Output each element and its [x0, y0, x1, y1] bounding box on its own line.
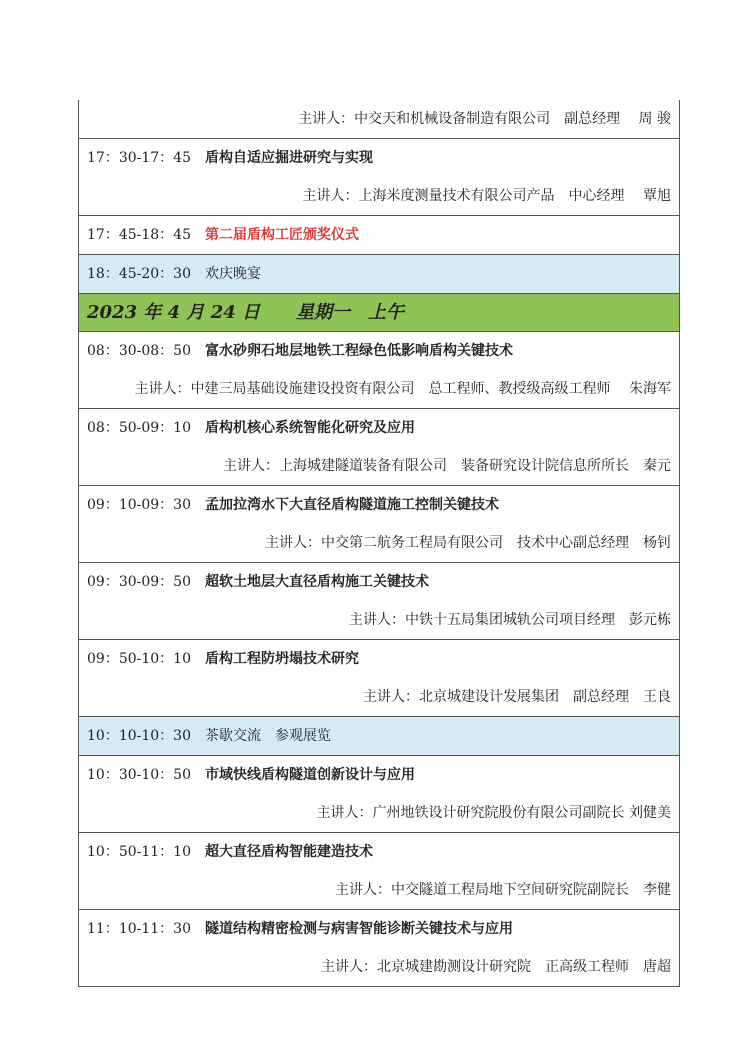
session-title: 盾构工程防坍塌技术研究: [205, 651, 359, 667]
session-title: 盾构自适应掘进研究与实现: [205, 150, 373, 166]
session-line: [79, 640, 679, 678]
session-time: 10：30-10：50: [87, 767, 191, 783]
session-time: 08：30-08：50: [87, 343, 191, 359]
session-title: 超大直径盾构智能建造技术: [205, 844, 373, 860]
agenda-row: [79, 408, 679, 485]
session-time: 08：50-09：10: [87, 420, 191, 436]
session-time: 09：10-09：30: [87, 497, 191, 513]
speaker-line: 主讲人：上海城建隧道装备有限公司 装备研究设计院信息所所长 秦元: [223, 458, 671, 474]
session-title: 隧道结构精密检测与病害智能诊断关键技术与应用: [205, 921, 513, 937]
speaker-line: 主讲人：中交第二航务工程局有限公司 技术中心副总经理 杨钊: [265, 535, 671, 551]
session-time: 11：10-11：30: [87, 921, 191, 937]
session-title: 孟加拉湾水下大直径盾构隧道施工控制关键技术: [205, 497, 499, 513]
speaker-line: 主讲人：中交天和机械设备制造有限公司 副总经理 周 骏: [298, 111, 671, 127]
agenda-row: [79, 562, 679, 639]
session-title: 茶歇交流 参观展览: [205, 728, 331, 744]
session-time: 09：30-09：50: [87, 574, 191, 590]
agenda-row: [79, 138, 679, 215]
session-line: [79, 139, 679, 177]
session-title: 欢庆晚宴: [205, 266, 261, 282]
session-time: 10：10-10：30: [87, 728, 191, 744]
agenda-row: [79, 639, 679, 716]
session-line: [79, 486, 679, 524]
session-line: [79, 216, 679, 254]
session-time: 17：45-18：45: [87, 227, 191, 243]
session-time: 10：50-11：10: [87, 844, 191, 860]
session-title: 超软土地层大直径盾构施工关键技术: [205, 574, 429, 590]
session-title: 富水砂卵石地层地铁工程绿色低影响盾构关键技术: [205, 343, 513, 359]
speaker-line: 主讲人：广州地铁设计研究院股份有限公司副院长 刘健美: [316, 805, 671, 821]
session-time: 17：30-17：45: [87, 150, 191, 166]
agenda-row-break: [79, 716, 679, 755]
agenda-row: [79, 100, 679, 138]
agenda-row-award: [79, 215, 679, 254]
agenda-row: [79, 331, 679, 408]
session-time: 09：50-10：10: [87, 651, 191, 667]
speaker-line: 主讲人：上海米度测量技术有限公司产品 中心经理 覃旭: [302, 188, 671, 204]
session-line: [79, 833, 679, 871]
session-line: [79, 910, 679, 948]
session-line: [79, 409, 679, 447]
session-line: [79, 756, 679, 794]
speaker-line: 主讲人：中交隧道工程局地下空间研究院副院长 李健: [335, 882, 671, 898]
session-line: [79, 255, 679, 293]
session-line: [79, 563, 679, 601]
session-line: [79, 717, 679, 755]
agenda-row: [79, 909, 679, 986]
speaker-line: 主讲人：北京城建勘测设计研究院 正高级工程师 唐超: [321, 959, 671, 975]
agenda-row: [79, 755, 679, 832]
agenda-row-dinner: [79, 254, 679, 293]
session-title: 盾构机核心系统智能化研究及应用: [205, 420, 415, 436]
session-time: 18：45-20：30: [87, 266, 191, 282]
speaker-line: 主讲人：中铁十五局集团城轨公司项目经理 彭元栋: [349, 612, 671, 628]
speaker-line: 主讲人：中建三局基础设施建设投资有限公司 总工程师、教授级高级工程师 朱海军: [134, 381, 671, 397]
agenda-row: [79, 832, 679, 909]
session-line: [79, 332, 679, 370]
speaker-line: 主讲人：北京城建设计发展集团 副总经理 王良: [363, 689, 671, 705]
day-header: 2023 年 4 月 24 日 星期一 上午: [79, 293, 679, 331]
session-title: 市域快线盾构隧道创新设计与应用: [205, 767, 415, 783]
agenda-table: [78, 100, 680, 987]
session-title: 第二届盾构工匠颁奖仪式: [205, 227, 359, 243]
agenda-row: [79, 485, 679, 562]
